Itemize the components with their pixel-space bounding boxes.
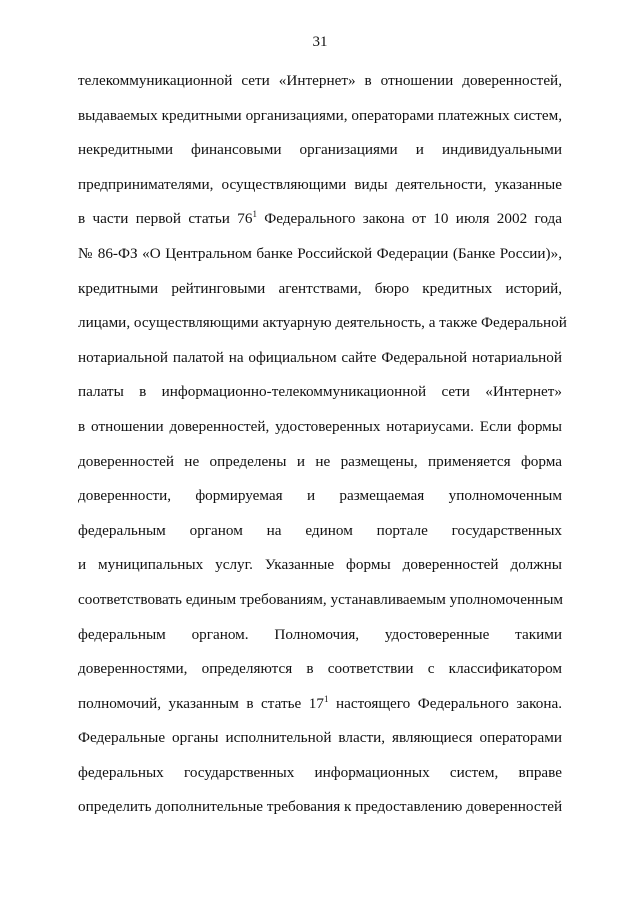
- superscript: 1: [252, 209, 257, 220]
- text-line: федеральных государственных информационных систем, вправе: [78, 763, 562, 781]
- text-line: предпринимателями, осуществляющими виды деятельности, указанные: [78, 175, 562, 193]
- text-line: № 86-ФЗ «О Центральном банке Российской Федерации (Банке России)»,: [78, 244, 562, 262]
- text-line: соответствовать единым требованиям, устанавливаемым уполномоченным: [78, 590, 564, 608]
- text-line: доверенности, формируемая и размещаемая уполномоченным: [78, 487, 562, 505]
- text-line-part: настоящего Федерального закона.: [328, 694, 562, 712]
- superscript: 1: [323, 693, 329, 704]
- text-line: федеральным органом. Полномочия, удостоверенные такими: [78, 625, 562, 643]
- text-line: и муниципальных услуг. Указанные формы доверенностей должны: [78, 556, 562, 574]
- text-line: кредитными рейтинговыми агентствами, бюро кредитных историй,: [78, 279, 562, 297]
- text-line: в отношении доверенностей, удостоверенных нотариусами. Если формы: [78, 417, 562, 435]
- text-line: федеральным органом на едином портале государственных: [78, 521, 562, 539]
- text-line-with-superscript: [78, 209, 562, 244]
- text-line: доверенностей не определены и не размещены, применяется форма: [78, 452, 562, 470]
- page-number: 31: [312, 34, 328, 50]
- text-line: палаты в информационно-телекоммуникационной сети «Интернет»: [78, 383, 562, 401]
- text-line: доверенностями, определяются в соответствии с классификатором: [78, 660, 562, 678]
- document-body: [78, 71, 567, 832]
- text-line: нотариальной палатой на официальном сайте Федеральной нотариальной: [78, 348, 562, 366]
- text-line: некредитными финансовыми организациями и индивидуальными: [78, 141, 562, 159]
- text-line: выдаваемых кредитными организациями, операторами платежных систем,: [78, 106, 562, 124]
- text-line-with-superscript: [78, 694, 562, 729]
- text-line-part: в части первой статьи 76: [78, 210, 253, 228]
- text-line: телекоммуникационной сети «Интернет» в отношении доверенностей,: [78, 72, 562, 89]
- text-line: Федеральные органы исполнительной власти, являющиеся операторами: [78, 729, 562, 747]
- text-line-part: Федерального закона от 10 июля 2002 года: [256, 210, 562, 228]
- text-line: определить дополнительные требования к предоставлению доверенностей: [78, 798, 563, 816]
- text-line: лицами, осуществляющими актуарную деятельность, а также Федеральной: [78, 314, 567, 332]
- text-line-part: полномочий, указанным в статье 17: [78, 694, 324, 712]
